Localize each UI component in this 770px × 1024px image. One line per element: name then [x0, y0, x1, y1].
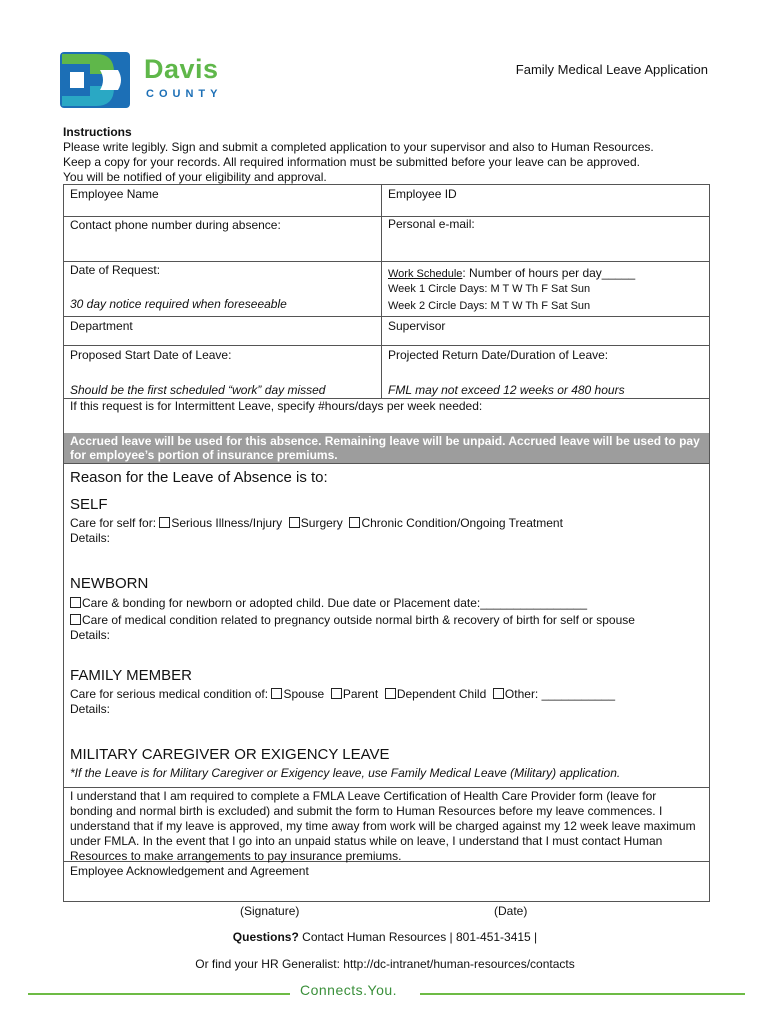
- self-illness-checkbox[interactable]: [159, 517, 170, 528]
- accrued-leave-notice: Accrued leave will be used for this absence. Remaining leave will be unpaid. Accrued leave will be used to pay for employee’s portion of insurance premiums.: [64, 433, 709, 463]
- work-schedule-field[interactable]: [388, 266, 635, 282]
- logo-word: Davis: [144, 54, 219, 84]
- family-parent-checkbox[interactable]: [331, 688, 342, 699]
- self-chronic-checkbox[interactable]: [349, 517, 360, 528]
- dc-logo-icon: [60, 52, 140, 110]
- work-schedule-label: Work Schedule: [388, 268, 463, 280]
- application-form: [63, 184, 710, 902]
- week1-days[interactable]: Week 1 Circle Days: M T W Th F Sat Sun: [388, 283, 591, 295]
- military-title: MILITARY CAREGIVER OR EXIGENCY LEAVE: [70, 746, 390, 763]
- newborn-option-2: [70, 613, 635, 628]
- employee-id-field[interactable]: Employee ID: [388, 187, 457, 201]
- self-title: SELF: [70, 496, 108, 513]
- newborn-title: NEWBORN: [70, 575, 149, 592]
- date-label: (Date): [494, 904, 528, 918]
- questions-line: [0, 930, 770, 944]
- logo-sub: COUNTY: [146, 88, 223, 100]
- personal-email-field[interactable]: Personal e-mail:: [388, 217, 475, 231]
- newborn-option-1: [70, 596, 587, 611]
- contact-phone-field[interactable]: Contact phone number during absence:: [70, 218, 281, 232]
- family-child-label: Dependent Child: [396, 687, 487, 701]
- acknowledgement-paragraph: I understand that I am required to complete a FMLA Leave Certification of Health Care Provider form (leave for bonding and normal birth is excluded) and submit the form to Human Resources before my leave commences. I understand that if my leave is approved, my time away from work will be charged against my 12 week leave maximum under FMLA. In the event that I go into an unpaid status while on leave, I understand that I must contact Human Resources to make arrangements to pay insurance premiums.: [70, 789, 696, 863]
- family-spouse-label: Spouse: [283, 687, 325, 701]
- newborn-pregnancy-label: Care of medical condition related to pregnancy outside normal birth & recovery of birth for self or spouse: [82, 613, 635, 627]
- newborn-pregnancy-checkbox[interactable]: [70, 614, 81, 625]
- family-details-field[interactable]: Details:: [70, 702, 111, 716]
- self-surgery-label: Surgery: [300, 516, 343, 530]
- questions-bold: Questions?: [232, 930, 299, 944]
- signature-label: (Signature): [240, 904, 300, 918]
- proposed-start-field[interactable]: Proposed Start Date of Leave:: [70, 348, 232, 362]
- reason-heading: Reason for the Leave of Absence is to:: [70, 469, 328, 486]
- projected-return-field[interactable]: Projected Return Date/Duration of Leave:: [388, 348, 609, 362]
- instructions: [63, 125, 723, 185]
- employee-name-field[interactable]: Employee Name: [70, 187, 159, 201]
- intermittent-field[interactable]: If this request is for Intermittent Leave, specify #hours/days per week needed:: [70, 399, 483, 413]
- instruction-line: Keep a copy for your records. All required information must be submitted before your leave can be approved.: [63, 155, 640, 169]
- footer-divider-left: [28, 993, 290, 995]
- newborn-details-field[interactable]: Details:: [70, 628, 111, 642]
- newborn-bonding-checkbox[interactable]: [70, 597, 81, 608]
- footer-divider-right: [420, 993, 745, 995]
- supervisor-field[interactable]: Supervisor: [388, 319, 446, 333]
- date-of-request-field[interactable]: Date of Request:: [70, 263, 161, 277]
- work-schedule-hours: : Number of hours per day_____: [462, 266, 636, 280]
- self-surgery-checkbox[interactable]: [289, 517, 300, 528]
- instruction-line: You will be notified of your eligibility and approval.: [63, 170, 327, 184]
- family-prefix: Care for serious medical condition of:: [70, 687, 272, 701]
- family-parent-label: Parent: [342, 687, 379, 701]
- acknowledgement-label[interactable]: Employee Acknowledgement and Agreement: [70, 864, 309, 878]
- self-chronic-label: Chronic Condition/Ongoing Treatment: [361, 516, 563, 530]
- department-field[interactable]: Department: [70, 319, 133, 333]
- fml-note: FML may not exceed 12 weeks or 480 hours: [388, 383, 625, 397]
- self-details-field[interactable]: Details:: [70, 531, 111, 545]
- newborn-bonding-label: Care & bonding for newborn or adopted child. Due date or Placement date:________________: [82, 596, 588, 610]
- family-options: [70, 687, 615, 702]
- instructions-heading: Instructions: [63, 125, 132, 139]
- notice-note: 30 day notice required when foreseeable: [70, 297, 287, 311]
- self-options: [70, 516, 563, 531]
- week2-days[interactable]: Week 2 Circle Days: M T W Th F Sat Sun: [388, 300, 591, 312]
- self-prefix: Care for self for:: [70, 516, 160, 530]
- questions-contact: Contact Human Resources | 801-451-3415 |: [298, 930, 538, 944]
- military-note: *If the Leave is for Military Caregiver or Exigency leave, use Family Medical Leave (Military) application.: [70, 766, 621, 780]
- self-illness-label: Serious Illness/Injury: [171, 516, 283, 530]
- family-other-checkbox[interactable]: [493, 688, 504, 699]
- start-note: Should be the first scheduled “work” day missed: [70, 383, 326, 397]
- family-title: FAMILY MEMBER: [70, 667, 192, 684]
- instruction-line: Please write legibly. Sign and submit a completed application to your supervisor and also to Human Resources.: [63, 140, 654, 154]
- family-spouse-checkbox[interactable]: [271, 688, 282, 699]
- family-child-checkbox[interactable]: [385, 688, 396, 699]
- hr-generalist-link[interactable]: Or find your HR Generalist: http://dc-intranet/human-resources/contacts: [195, 957, 575, 971]
- davis-county-logo: [60, 50, 250, 112]
- document-title: Family Medical Leave Application: [515, 62, 708, 77]
- family-other-label: Other: ___________: [504, 687, 616, 701]
- tagline: Connects.You.: [300, 982, 398, 998]
